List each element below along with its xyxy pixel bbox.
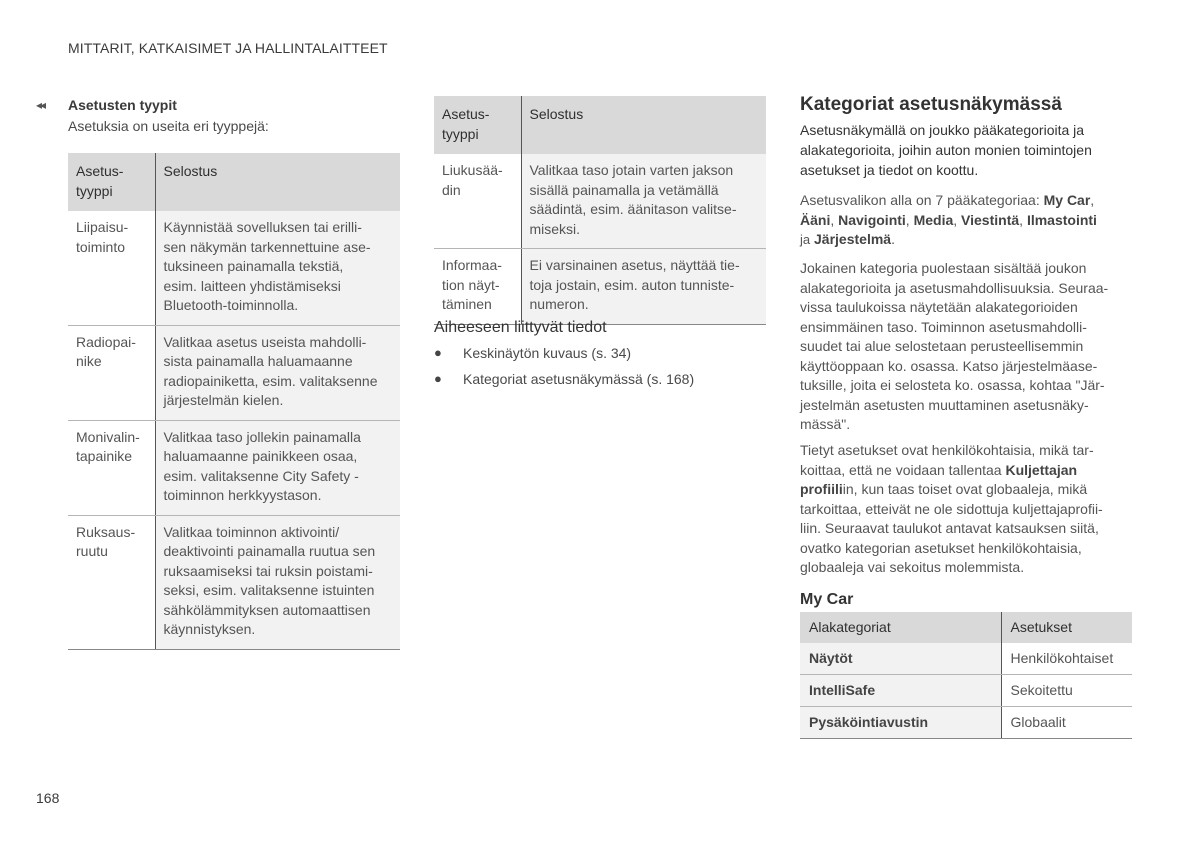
table-row	[800, 707, 1132, 739]
related-link-center-display[interactable]: ● Keskinäytön kuvaus (s. 34)	[434, 340, 694, 366]
column-header-subcategories: Alakategoriat	[800, 612, 1001, 643]
related-links-list	[434, 340, 694, 392]
table-row	[434, 249, 766, 325]
table-cell-subcategory: IntelliSafe	[800, 675, 1001, 707]
table-cell-setting: Henkilökohtaiset	[1001, 643, 1132, 675]
section-intro: Asetuksia on useita eri tyyppejä:	[68, 118, 269, 134]
table-cell-description: Valitkaa taso jotain varten jakson sisällä painamalla ja vetämällä säädintä, esim. äänitason valitse- miseksi.	[521, 154, 766, 249]
table-cell-type: Liukusää- din	[434, 154, 521, 249]
table-cell-type: Radiopai- nike	[68, 325, 155, 420]
table-row	[800, 643, 1132, 675]
table-cell-type: Informaa- tion näyt- täminen	[434, 249, 521, 325]
table-row	[68, 420, 400, 515]
table-cell-setting: Globaalit	[1001, 707, 1132, 739]
categories-lead: Asetusnäkymällä on joukko pääkategorioita ja alakategorioita, joihin auton monien toimintojen asetukset ja tiedot on koottu.	[800, 122, 1092, 178]
chapter-header: MITTARIT, KATKAISIMET JA HALLINTALAITTEET	[68, 40, 388, 56]
column-header-description: Selostus	[155, 153, 400, 211]
column-header-type: Asetus- tyyppi	[434, 96, 521, 154]
table-row	[68, 211, 400, 325]
table-cell-description: Valitkaa toiminnon aktivointi/ deaktivointi painamalla ruutua sen ruksaamiseksi tai ruksin poistami- seksi, esim. valitaksenne istuinten sähkölämmityksen automaattisen käynnistyksen.	[155, 515, 400, 649]
table-cell-type: Liipaisu- toiminto	[68, 211, 155, 325]
table-cell-description: Ei varsinainen asetus, näyttää tie- toja jostain, esim. auton tunniste- numeron.	[521, 249, 766, 325]
table-cell-description: Valitkaa taso jollekin painamalla haluamaanne painikkeen osaa, esim. valitaksenne City Safety - toiminnon herkkyystason.	[155, 420, 400, 515]
table-cell-setting: Sekoitettu	[1001, 675, 1132, 707]
setting-types-table-continued	[434, 96, 766, 325]
bullet-icon: ●	[434, 345, 442, 360]
table-row	[68, 325, 400, 420]
related-info-title: Aiheeseen liittyvät tiedot	[434, 319, 607, 336]
section-title-setting-types: Asetusten tyypit	[68, 97, 177, 113]
table-cell-subcategory: Pysäköintiavustin	[800, 707, 1001, 739]
categories-paragraph-profiles: Tietyt asetukset ovat henkilökohtaisia, mikä tar- koittaa, että ne voidaan tallentaa Kuljettajan profiiliin, kun taas toiset ovat globaaleja, mikä tarkoittaa, etteivät ne ole sidottuja kuljettajaprofii- liin. Seuraavat taulukot antavat katsauksen siitä, ovatko kategorian asetukset henkilökohtaisia, globaaleja vai sekoitus molemmista.	[800, 442, 1103, 575]
table-header-row	[68, 153, 400, 211]
my-car-table	[800, 612, 1132, 739]
table-row	[800, 675, 1132, 707]
table-cell-subcategory: Näytöt	[800, 643, 1001, 675]
setting-types-table	[68, 153, 400, 650]
column-header-description: Selostus	[521, 96, 766, 154]
page-number: 168	[36, 790, 60, 806]
table-row	[68, 515, 400, 649]
column-header-settings: Asetukset	[1001, 612, 1132, 643]
table-header-row	[800, 612, 1132, 643]
table-header-row	[434, 96, 766, 154]
table-cell-description: Valitkaa asetus useista mahdolli- sista painamalla haluamaanne radiopainiketta, esim. valitaksenne järjestelmän kielen.	[155, 325, 400, 420]
table-cell-type: Ruksaus- ruutu	[68, 515, 155, 649]
column-header-type: Asetus- tyyppi	[68, 153, 155, 211]
table-cell-description: Käynnistää sovelluksen tai erilli- sen näkymän tarkennettuine ase- tuksineen painamalla tekstiä, esim. laitteen yhdistämiseksi Bluetooth-toiminnolla.	[155, 211, 400, 325]
bullet-icon: ●	[434, 371, 442, 386]
related-link-categories[interactable]: ● Kategoriat asetusnäkymässä (s. 168)	[434, 366, 694, 392]
my-car-title: My Car	[800, 591, 854, 608]
table-row	[434, 154, 766, 249]
categories-paragraph-main: Asetusvalikon alla on 7 pääkategoriaa: My Car, Ääni, Navigointi, Media, Viestintä, Ilmastointi ja Järjestelmä.	[800, 192, 1097, 247]
table-cell-type: Monivalin- tapainike	[68, 420, 155, 515]
continued-arrow-icon: ◂◂	[36, 98, 45, 112]
categories-paragraph-subcategories: Jokainen kategoria puolestaan sisältää joukon alakategorioita ja asetusmahdollisuuksia. Seuraa- vissa taulukoissa näytetään alakategorioiden ensimmäinen taso. Toiminnon asetusmahdolli- suudet tai alue selostetaan perusteellisemmin käyttöoppaan ko. osassa. Katso järjestelmäase- tuksille, joita ei selosteta ko. osassa, kohtaa "Jär- jestelmän asetusten muuttaminen asetusnäky- mässä".	[800, 260, 1109, 432]
section-title-categories: Kategoriat asetusnäkymässä	[800, 94, 1062, 115]
